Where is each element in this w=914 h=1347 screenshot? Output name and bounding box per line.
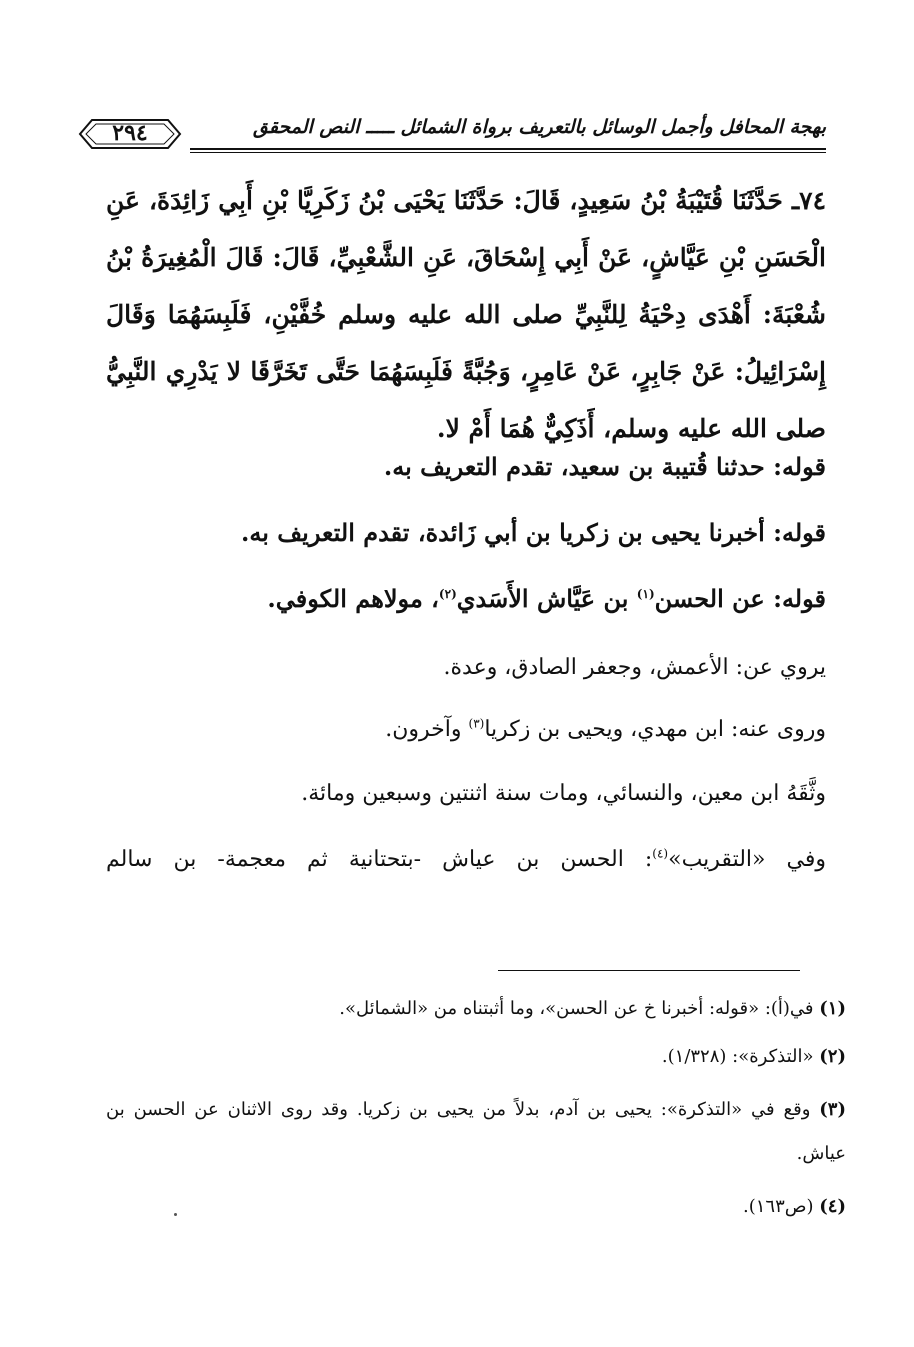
- narrated-by-end: وآخرون.: [385, 717, 469, 742]
- footnote-3: [106, 1088, 846, 1176]
- footnote-ref-2[interactable]: (٢): [438, 587, 457, 601]
- footnote-text: في(أ): «قوله: أخبرنا خ عن الحسن»، وما أثبتناه من «الشمائل».: [339, 998, 820, 1019]
- footnote-separator: [498, 970, 800, 971]
- header-rule: [190, 148, 826, 153]
- comment-hasan-part1: قوله: عن الحسن: [654, 584, 826, 613]
- comment-hasan: [267, 584, 826, 614]
- taqrib-end: : الحسن بن عياش -بتحتانية ثم معجمة- بن سالم: [106, 847, 653, 872]
- footnote-number: (٤): [819, 1196, 846, 1217]
- running-title: بهجة المحافل وأجمل الوسائل بالتعريف برواة الشمائل ـــــ النص المحقق: [253, 116, 826, 138]
- footnote-text: «التذكرة»: (١/٣٢٨).: [661, 1046, 820, 1067]
- page-number-badge: [78, 118, 182, 150]
- footnote-number: (٢): [819, 1046, 846, 1067]
- ink-speck: [174, 1213, 177, 1216]
- narrated-by-line: [385, 716, 826, 744]
- footnote-4: [743, 1188, 846, 1226]
- taqrib-text: وفي «التقريب»: [668, 847, 826, 872]
- narrates-from-line: يروي عن: الأعمش، وجعفر الصادق، وعدة.: [443, 655, 826, 680]
- footnote-text: (ص١٦٣).: [742, 1196, 820, 1217]
- page-header: [78, 112, 826, 156]
- footnote-ref-4[interactable]: (٤): [652, 846, 669, 861]
- footnote-number: (١): [819, 998, 846, 1019]
- comment-hasan-part2: بن عَيَّاش الأَسَدي: [456, 584, 637, 613]
- comment-qutaybah: قوله: حدثنا قُتيبة بن سعيد، تقدم التعريف به.: [383, 452, 826, 481]
- comment-hasan-part3: ، مولاهم الكوفي.: [267, 584, 439, 613]
- narrated-by-text: وروى عنه: ابن مهدي، ويحيى بن زكريا: [484, 717, 826, 742]
- footnote-ref-1[interactable]: (١): [636, 587, 655, 601]
- authentication-line: وثَّقَهُ ابن معين، والنسائي، ومات سنة اثنتين وسبعين ومائة.: [301, 781, 826, 806]
- hadith-text: ٧٤ـ حَدَّثَنَا قُتَيْبَةُ بْنُ سَعِيدٍ، قَالَ: حَدَّثَنَا يَحْيَى بْنُ زَكَرِيَّا بْنِ أَبِي زَائِدَةَ، عَنِ الْحَسَنِ بْنِ عَيَّاشٍ، عَنْ أَبِي إِسْحَاقَ، عَنِ الشَّعْبِيِّ، قَالَ: قَالَ الْمُغِيرَةُ بْنُ شُعْبَةَ: أَهْدَى دِحْيَةُ لِلنَّبِيِّ صلى الله عليه وسلم خُفَّيْنِ، فَلَبِسَهُمَا وَقَالَ إِسْرَائِيلُ: عَنْ جَابِرٍ، عَنْ عَامِرٍ، وَجُبَّةً فَلَبِسَهُمَا حَتَّى تَخَرَّقَا لا يَدْرِي النَّبِيُّ صلى الله عليه وسلم، أَذَكِيٌّ هُمَا أَمْ لا.: [106, 186, 826, 443]
- page-number: ٢٩٤: [112, 120, 148, 146]
- footnote-2: [662, 1038, 846, 1076]
- footnote-ref-3[interactable]: (٣): [468, 716, 485, 731]
- footnote-number: (٣): [819, 1099, 846, 1120]
- comment-yahya: قوله: أخبرنا يحيى بن زكريا بن أبي زَائدة، تقدم التعريف به.: [241, 518, 826, 547]
- footnote-1: [339, 990, 846, 1028]
- main-content: [106, 172, 826, 872]
- taqrib-line: [106, 846, 826, 874]
- footnote-text: وقع في «التذكرة»: يحيى بن آدم، بدلاً من يحيى بن زكريا. وقد روى الاثنان عن الحسن بن عياش.: [106, 1099, 846, 1164]
